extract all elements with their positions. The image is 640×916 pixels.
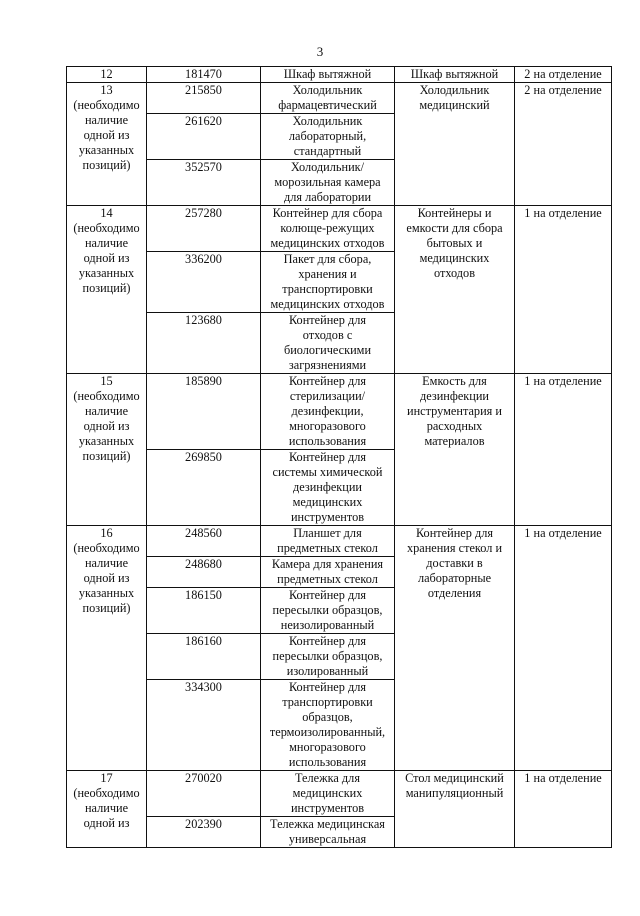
item-code-cell: 248680 xyxy=(147,557,261,588)
cell-line: одной из xyxy=(83,571,130,585)
position-number-cell xyxy=(67,526,147,771)
cell-line: (необходимо xyxy=(73,541,140,555)
cell-line: Контейнер для сбора xyxy=(272,206,383,220)
item-code-cell: 215850 xyxy=(147,83,261,114)
cell-line: отходов xyxy=(433,266,476,280)
cell-line: бытовых и xyxy=(426,236,483,250)
cell-line: одной из xyxy=(83,251,130,265)
quantity-cell: 1 на отделение xyxy=(515,771,612,848)
common-name-cell xyxy=(395,771,515,848)
cell-line: лабораторный, xyxy=(288,129,367,143)
item-name-cell xyxy=(261,557,395,588)
cell-line: Камера для хранения xyxy=(271,557,384,571)
cell-line: пересылки образцов, xyxy=(272,603,383,617)
cell-line: (необходимо xyxy=(73,98,140,112)
cell-line: колюще-режущих xyxy=(280,221,375,235)
table-row xyxy=(67,771,612,817)
cell-line: доставки в xyxy=(426,556,483,570)
quantity-cell: 2 на отделение xyxy=(515,83,612,206)
cell-line: инструментария и xyxy=(407,404,502,418)
cell-line: емкости для сбора xyxy=(406,221,503,235)
item-name-cell xyxy=(261,114,395,160)
cell-line: позиций) xyxy=(82,281,131,295)
cell-line: стандартный xyxy=(293,144,362,158)
item-name-cell xyxy=(261,374,395,450)
cell-line: наличие xyxy=(84,801,129,815)
cell-line: медицинских xyxy=(292,786,363,800)
item-code-cell: 202390 xyxy=(147,817,261,848)
cell-line: Тележка медицинская xyxy=(270,817,385,831)
cell-line: изолированный xyxy=(286,664,369,678)
cell-line: Холодильник xyxy=(292,83,363,97)
cell-line: стерилизации/ xyxy=(289,389,366,403)
item-code-cell: 334300 xyxy=(147,680,261,771)
cell-line: предметных стекол xyxy=(277,541,378,555)
cell-line: наличие xyxy=(84,404,129,418)
quantity-cell: 1 на отделение xyxy=(515,206,612,374)
position-number-cell xyxy=(67,374,147,526)
cell-line: Стол медицинский xyxy=(405,771,504,785)
item-name-cell xyxy=(261,160,395,206)
cell-line: Контейнер для xyxy=(288,634,367,648)
cell-line: универсальная xyxy=(288,832,367,846)
quantity-cell: 2 на отделение xyxy=(515,67,612,83)
cell-line: расходных xyxy=(426,419,483,433)
cell-line: материалов xyxy=(424,434,485,448)
cell-line: биологическими xyxy=(283,343,372,357)
quantity-cell: 1 на отделение xyxy=(515,374,612,526)
cell-line: Пакет для сбора, xyxy=(283,252,372,266)
cell-line: медицинских отходов xyxy=(270,236,385,250)
cell-line: указанных xyxy=(78,434,135,448)
cell-line: (необходимо xyxy=(73,389,140,403)
cell-line: дезинфекции xyxy=(292,480,363,494)
cell-line: отходов с xyxy=(302,328,353,342)
cell-line: Контейнер для xyxy=(288,588,367,602)
cell-line: лабораторные xyxy=(417,571,492,585)
position-number-cell xyxy=(67,83,147,206)
cell-line: использования xyxy=(288,434,367,448)
position-number-cell xyxy=(67,206,147,374)
item-code-cell: 123680 xyxy=(147,313,261,374)
cell-line: хранения и xyxy=(298,267,357,281)
cell-line: (необходимо xyxy=(73,786,140,800)
cell-line: отделения xyxy=(427,586,482,600)
cell-line: Контейнер для xyxy=(288,680,367,694)
item-name-cell xyxy=(261,67,395,83)
cell-line: Холодильник/ xyxy=(290,160,365,174)
table-row xyxy=(67,374,612,450)
cell-line: указанных xyxy=(78,266,135,280)
cell-line: позиций) xyxy=(82,601,131,615)
item-name-cell xyxy=(261,771,395,817)
table-row xyxy=(67,206,612,252)
table-row xyxy=(67,83,612,114)
cell-line: наличие xyxy=(84,113,129,127)
cell-line: хранения стекол и xyxy=(406,541,503,555)
cell-line: Шкаф вытяжной xyxy=(283,67,372,81)
common-name-cell xyxy=(395,67,515,83)
common-name-cell xyxy=(395,526,515,771)
cell-line: позиций) xyxy=(82,158,131,172)
cell-line: позиций) xyxy=(82,449,131,463)
cell-line: Планшет для xyxy=(293,526,362,540)
cell-line: Холодильник xyxy=(292,114,363,128)
item-code-cell: 185890 xyxy=(147,374,261,450)
item-code-cell: 186150 xyxy=(147,588,261,634)
cell-line: инструментов xyxy=(290,510,365,524)
cell-line: образцов, xyxy=(302,710,353,724)
item-name-cell xyxy=(261,817,395,848)
item-code-cell: 336200 xyxy=(147,252,261,313)
cell-line: многоразового xyxy=(289,419,366,433)
cell-line: 15 xyxy=(100,374,113,388)
item-code-cell: 181470 xyxy=(147,67,261,83)
item-code-cell: 352570 xyxy=(147,160,261,206)
cell-line: многоразового xyxy=(289,740,366,754)
cell-line: наличие xyxy=(84,236,129,250)
cell-line: указанных xyxy=(78,586,135,600)
cell-line: Контейнер для xyxy=(288,374,367,388)
cell-line: манипуляционный xyxy=(405,786,504,800)
item-name-cell xyxy=(261,206,395,252)
cell-line: Холодильник xyxy=(419,83,490,97)
cell-line: транспортировки xyxy=(282,695,373,709)
cell-line: медицинских xyxy=(419,251,490,265)
cell-line: для лаборатории xyxy=(283,190,372,204)
cell-line: неизолированный xyxy=(280,618,375,632)
cell-line: пересылки образцов, xyxy=(272,649,383,663)
common-name-cell xyxy=(395,83,515,206)
item-code-cell: 270020 xyxy=(147,771,261,817)
cell-line: дезинфекции xyxy=(419,389,490,403)
cell-line: медицинский xyxy=(419,98,490,112)
cell-line: Тележка для xyxy=(295,771,360,785)
item-code-cell: 186160 xyxy=(147,634,261,680)
cell-line: системы химической xyxy=(272,465,383,479)
cell-line: Контейнер для xyxy=(288,450,367,464)
cell-line: Емкость для xyxy=(422,374,487,388)
cell-line: транспортировки xyxy=(282,282,373,296)
item-code-cell: 248560 xyxy=(147,526,261,557)
cell-line: Шкаф вытяжной xyxy=(410,67,499,81)
page-number: 3 xyxy=(316,44,324,59)
table-row xyxy=(67,67,612,83)
cell-line: морозильная камера xyxy=(274,175,381,189)
cell-line: фармацевтический xyxy=(278,98,377,112)
item-code-cell: 261620 xyxy=(147,114,261,160)
cell-line: одной из xyxy=(83,816,130,830)
item-name-cell xyxy=(261,634,395,680)
cell-line: 13 xyxy=(100,83,113,97)
common-name-cell xyxy=(395,206,515,374)
item-name-cell xyxy=(261,526,395,557)
cell-line: инструментов xyxy=(290,801,365,815)
item-name-cell xyxy=(261,313,395,374)
cell-line: 17 xyxy=(100,771,113,785)
cell-line: термоизолированный, xyxy=(269,725,386,739)
table-body xyxy=(67,67,612,848)
item-name-cell xyxy=(261,588,395,634)
position-number-cell xyxy=(67,67,147,83)
cell-line: Контейнер для xyxy=(415,526,494,540)
cell-line: 16 xyxy=(100,526,113,540)
position-number-cell xyxy=(67,771,147,848)
cell-line: загрязнениями xyxy=(288,358,367,372)
common-name-cell xyxy=(395,374,515,526)
item-name-cell xyxy=(261,680,395,771)
cell-line: указанных xyxy=(78,143,135,157)
cell-line: 12 xyxy=(100,67,113,81)
cell-line: предметных стекол xyxy=(277,572,378,586)
equipment-table xyxy=(66,66,612,848)
cell-line: одной из xyxy=(83,419,130,433)
cell-line: 14 xyxy=(100,206,113,220)
item-code-cell: 269850 xyxy=(147,450,261,526)
cell-line: медицинских xyxy=(292,495,363,509)
cell-line: медицинских отходов xyxy=(270,297,385,311)
cell-line: Контейнеры и xyxy=(417,206,492,220)
cell-line: дезинфекции, xyxy=(291,404,364,418)
cell-line: Контейнер для xyxy=(288,313,367,327)
item-code-cell: 257280 xyxy=(147,206,261,252)
cell-line: использования xyxy=(288,755,367,769)
cell-line: одной из xyxy=(83,128,130,142)
item-name-cell xyxy=(261,83,395,114)
table-row xyxy=(67,526,612,557)
quantity-cell: 1 на отделение xyxy=(515,526,612,771)
item-name-cell xyxy=(261,450,395,526)
cell-line: наличие xyxy=(84,556,129,570)
item-name-cell xyxy=(261,252,395,313)
cell-line: (необходимо xyxy=(73,221,140,235)
